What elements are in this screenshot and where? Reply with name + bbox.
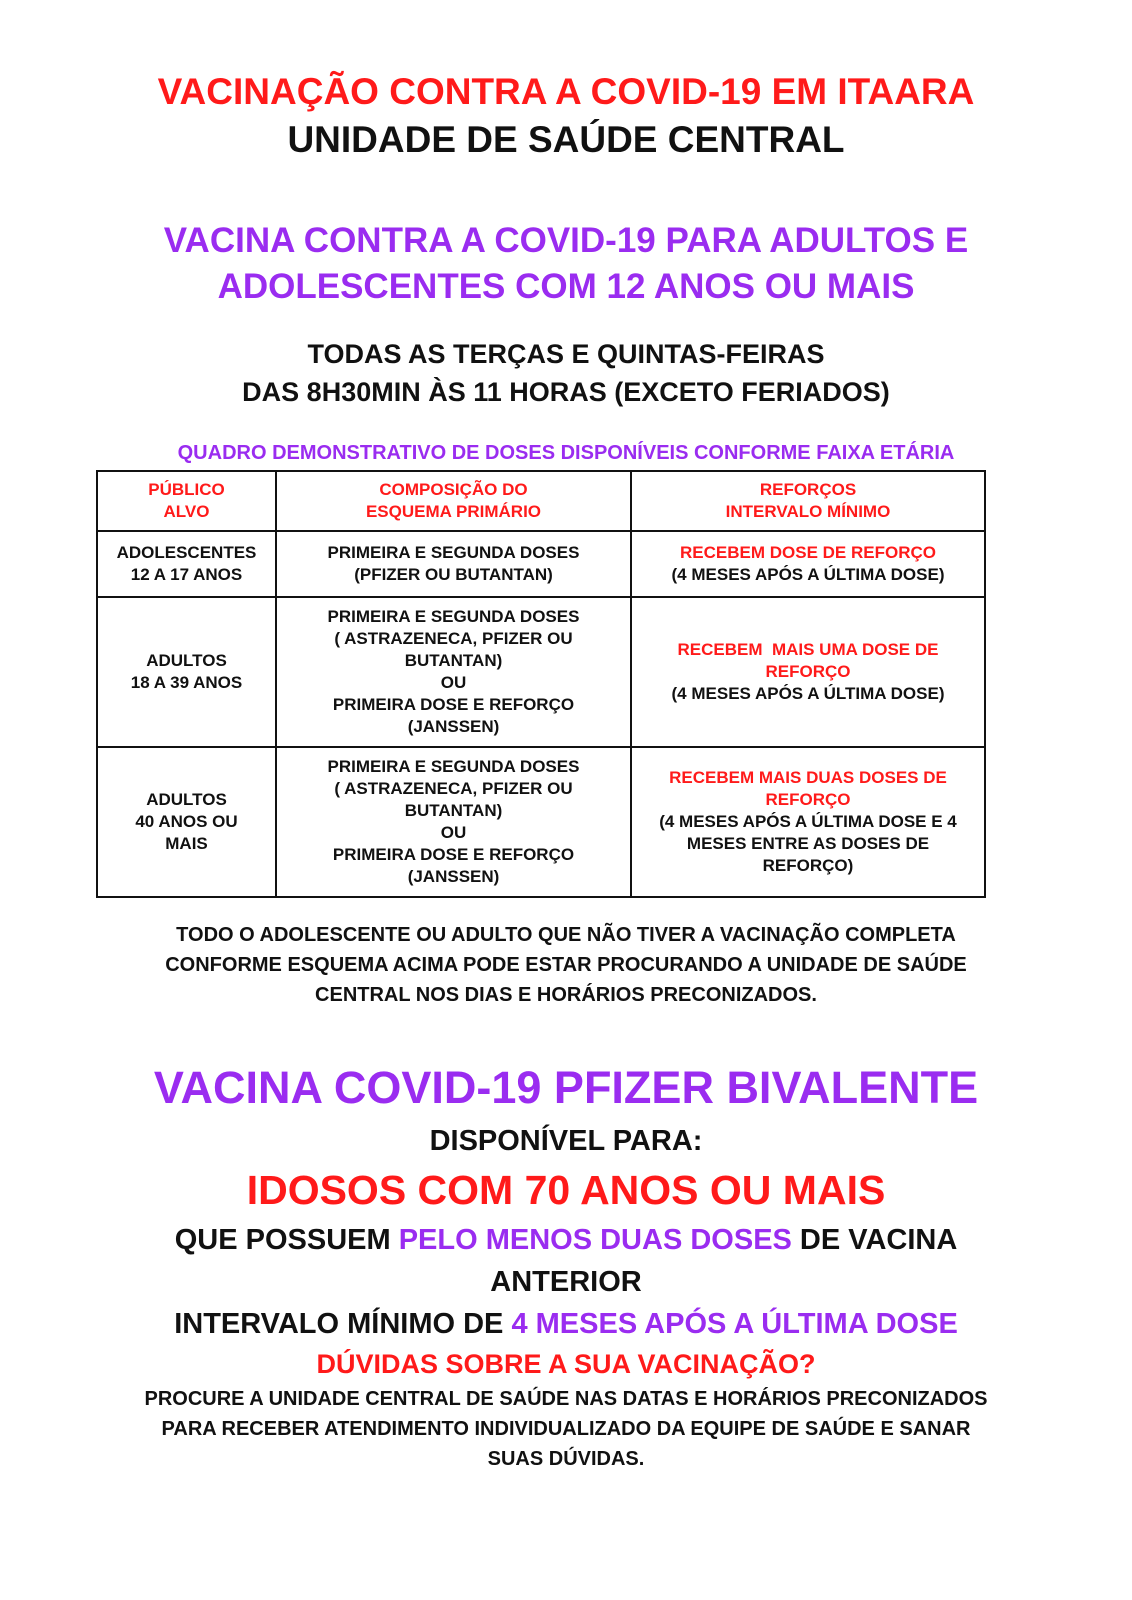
bivalent-available-label: DISPONÍVEL PARA:	[429, 1125, 703, 1157]
doses-table	[96, 470, 986, 898]
table-row	[97, 531, 985, 597]
header-composicao: COMPOSIÇÃO DO ESQUEMA PRIMÁRIO	[276, 471, 631, 531]
bivalent-audience: IDOSOS COM 70 ANOS OU MAIS	[246, 1167, 886, 1213]
schedule-hours: DAS 8H30MIN ÀS 11 HORAS (EXCETO FERIADOS)	[242, 377, 890, 407]
cell-composicao: PRIMEIRA E SEGUNDA DOSES (PFIZER OU BUTANTAN)	[276, 531, 631, 597]
table-header-row	[97, 471, 985, 531]
cell-reforco: RECEBEM MAIS DUAS DOSES DE REFORÇO (4 MESES APÓS A ÚLTIMA DOSE E 4 MESES ENTRE AS DOSES DE REFORÇO)	[631, 747, 985, 897]
header-reforcos: REFORÇOS INTERVALO MÍNIMO	[631, 471, 985, 531]
vaccination-note: TODO O ADOLESCENTE OU ADULTO QUE NÃO TIVER A VACINAÇÃO COMPLETA CONFORME ESQUEMA ACIMA PODE ESTAR PROCURANDO A UNIDADE DE SAÚDE CENTRAL NOS DIAS E HORÁRIOS PRECONIZADOS.	[165, 924, 967, 1006]
schedule-days: TODAS AS TERÇAS E QUINTAS-FEIRAS	[307, 339, 825, 369]
questions-heading: DÚVIDAS SOBRE A SUA VACINAÇÃO?	[316, 1349, 816, 1379]
table-caption: QUADRO DEMONSTRATIVO DE DOSES DISPONÍVEIS CONFORME FAIXA ETÁRIA	[177, 442, 955, 464]
bivalent-interval: INTERVALO MÍNIMO DE 4 MESES APÓS A ÚLTIMA DOSE	[174, 1308, 958, 1340]
bivalent-requirement-line2: ANTERIOR	[490, 1266, 642, 1298]
table-row	[97, 597, 985, 747]
cell-publico: ADOLESCENTES 12 A 17 ANOS	[97, 531, 276, 597]
questions-text: PROCURE A UNIDADE CENTRAL DE SAÚDE NAS DATAS E HORÁRIOS PRECONIZADOS PARA RECEBER ATENDIMENTO INDIVIDUALIZADO DA EQUIPE DE SAÚDE E SANAR SUAS DÚVIDAS.	[144, 1388, 988, 1470]
page-subtitle: UNIDADE DE SAÚDE CENTRAL	[287, 119, 845, 160]
cell-publico: ADULTOS 18 A 39 ANOS	[97, 597, 276, 747]
bivalent-requirement: QUE POSSUEM PELO MENOS DUAS DOSES DE VACINA	[174, 1224, 958, 1256]
cell-publico: ADULTOS 40 ANOS OU MAIS	[97, 747, 276, 897]
vaccine-heading-line1: VACINA CONTRA A COVID-19 PARA ADULTOS E	[163, 221, 969, 260]
table-row	[97, 747, 985, 897]
header-publico: PÚBLICO ALVO	[97, 471, 276, 531]
cell-composicao: PRIMEIRA E SEGUNDA DOSES ( ASTRAZENECA, PFIZER OU BUTANTAN) OU PRIMEIRA DOSE E REFORÇO (JANSSEN)	[276, 597, 631, 747]
bivalent-title: VACINA COVID-19 PFIZER BIVALENTE	[153, 1062, 979, 1113]
cell-reforco: RECEBEM DOSE DE REFORÇO (4 MESES APÓS A ÚLTIMA DOSE)	[631, 531, 985, 597]
vaccine-heading-line2: ADOLESCENTES COM 12 ANOS OU MAIS	[217, 267, 915, 306]
cell-reforco: RECEBEM MAIS UMA DOSE DE REFORÇO (4 MESES APÓS A ÚLTIMA DOSE)	[631, 597, 985, 747]
page-title: VACINAÇÃO CONTRA A COVID-19 EM ITAARA	[157, 71, 975, 112]
cell-composicao: PRIMEIRA E SEGUNDA DOSES ( ASTRAZENECA, PFIZER OU BUTANTAN) OU PRIMEIRA DOSE E REFORÇO (JANSSEN)	[276, 747, 631, 897]
